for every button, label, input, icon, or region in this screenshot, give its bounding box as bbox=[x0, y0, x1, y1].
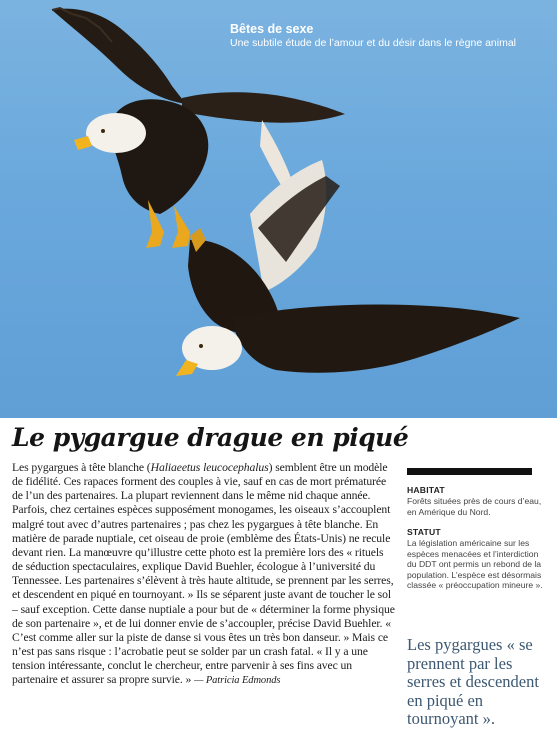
section-title: Bêtes de sexe bbox=[230, 22, 314, 36]
article-body bbox=[12, 461, 397, 689]
body-part-1: Les pygargues à tête blanche ( bbox=[12, 461, 151, 474]
latin-name: Haliaeetus leucocephalus bbox=[150, 461, 269, 474]
byline: — Patricia Edmonds bbox=[194, 675, 281, 687]
body-part-2: ) semblent être un modèle de fidélité. Ces rapaces forment des couples à vie, sauf en cas de mort prématurée de l’un des partenaires. La plupart reviennent dans le même nid chaque année. Parfois, chez certaines espèces supposément monogames, les oiseaux s’accouplent malgré tout avec d’autres partenaires ; pas chez les pygargues à tête blanche. En matière de parade nuptiale, cet oiseau de proie (emblème des États-Unis) ne recule devant rien. La manœuvre qu’illustre cette photo est la première lors des « rituels de séduction spectaculaires, explique David Buehler, écologue à l’université du Tennessee. Les partenaires s’élèvent à très haute altitude, se prennent par les serres, et descendent en piqué en tournoyant. » Ils se séparent juste avant de toucher le sol – sauf exception. Cette danse nuptiale a pour but de « déterminer la forme physique de son partenaire », et de lui donner envie de s’accoupler, précise David Buehler. « C’est comme aller sur la piste de danse si vous êtes un très bon danseur. » Mais ce n’est pas sans risque : l’acrobatie peut se solder par un crash fatal. « Il y a une tension intéressante, conclut le chercheur, entre parvenir à ses fins avec un partenaire et assurer sa propre survie. » bbox=[12, 461, 395, 687]
section-kicker bbox=[230, 22, 550, 50]
habitat-text: Forêts situées près de cours d’eau, en Amérique du Nord. bbox=[407, 496, 542, 517]
article-headline: Le pygargue drague en piqué bbox=[12, 423, 409, 452]
pull-quote: Les pygargues « se prennent par les serres et descendent en piqué en tournoyant ». bbox=[407, 635, 539, 729]
statut-label: STATUT bbox=[407, 527, 441, 537]
habitat-label: HABITAT bbox=[407, 485, 445, 495]
sidebar-rule bbox=[407, 468, 532, 475]
statut-text: La législation américaine sur les espèces menacées et l’interdiction du DDT ont permis un rebond de la population. L’espèce est désormais classée « préoccupation mineure ». bbox=[407, 538, 543, 591]
sidebar-statut bbox=[407, 527, 547, 591]
section-subtitle: Une subtile étude de l’amour et du désir dans le règne animal bbox=[230, 37, 517, 49]
article-paragraph bbox=[12, 461, 397, 689]
sidebar-habitat bbox=[407, 485, 547, 517]
